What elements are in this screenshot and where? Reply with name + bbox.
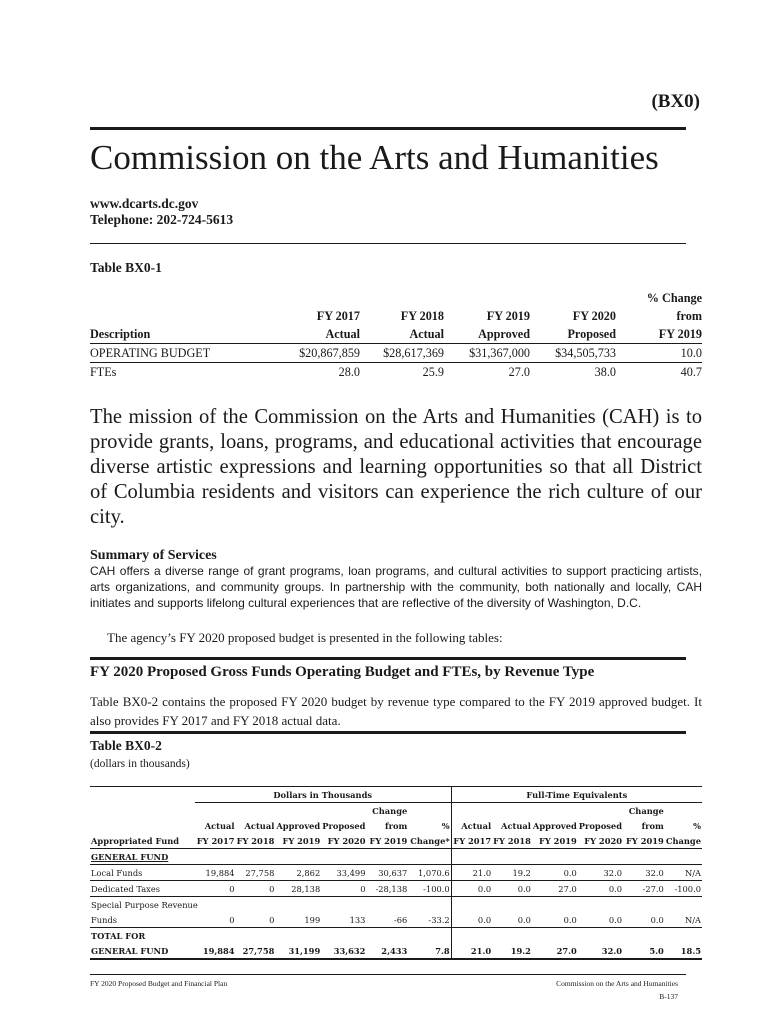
table2-header-row: [90, 803, 702, 819]
contact-block: [90, 196, 233, 228]
table2-row-cell: 27.0: [532, 881, 578, 897]
mission-statement: The mission of the Commission on the Arts and Humanities (CAH) is to provide grants, loans, programs, and educational activities that encourage diverse artistic expressions and learning opportunities so that all District of Columbia residents and visitors can experience the rich culture of our city.: [90, 406, 702, 528]
table2-total-row: [90, 943, 702, 959]
table2-header-row-cell: FY 2020: [584, 835, 623, 846]
table2-row-cell: 19.2: [492, 865, 532, 881]
table2-rule: [90, 731, 686, 734]
table2-header-row-cell: [665, 803, 702, 819]
table1-header-cell: FY 2020: [572, 308, 616, 323]
table2-corner: [90, 787, 195, 803]
table2-header-row-cell: from: [385, 820, 408, 831]
table2-row: [90, 912, 702, 928]
table2-header-row-cell: %: [441, 820, 450, 831]
table1-header-row: [90, 307, 702, 325]
table2-row-cell: -27.0: [623, 881, 665, 897]
total-label: TOTAL FOR: [90, 928, 451, 944]
table2-row-cell: 0.0: [563, 914, 577, 925]
table2-header-row-cell: FY 2019: [369, 835, 408, 846]
table2-header-row-cell: [90, 818, 195, 833]
table2-row-cell: -100.0: [408, 881, 451, 897]
table2-row-cell: 0.0: [451, 912, 492, 928]
table2-total-row-cell: 21.0: [451, 943, 492, 959]
title-rule: [90, 127, 686, 130]
table2-row-cell: -66: [393, 914, 408, 925]
table2-row-cell: 199: [304, 914, 321, 925]
fund-heading-fte: [451, 849, 702, 865]
table2-row-cell: 19,884: [195, 865, 236, 881]
table2-total-row-cell: 18.5: [665, 943, 702, 959]
table2-header-row-cell: [195, 803, 236, 819]
table1-header-cell: FY 2017: [316, 308, 360, 323]
table2-header-row-cell: from: [641, 820, 664, 831]
table1-header-cell: [360, 289, 444, 307]
table2-row-cell: -33.2: [428, 914, 450, 925]
footer-right: Commission on the Arts and Humanities: [556, 979, 678, 988]
table2-header-row-cell: Change: [665, 835, 701, 846]
table2-header-row-cell: Appropriated Fund: [91, 835, 180, 846]
group-fte: Full-Time Equivalents: [451, 787, 702, 803]
table1-label: Table BX0-1: [90, 260, 162, 275]
table1-header-cell: [90, 307, 266, 325]
table2-header-row-cell: FY 2018: [236, 835, 275, 846]
table1-header-cell: FY 2018: [400, 308, 444, 323]
table2-header-row-cell: Change: [372, 805, 408, 816]
table2-header-row-cell: [236, 803, 276, 819]
section2-heading: FY 2020 Proposed Gross Funds Operating Budget and FTEs, by Revenue Type: [90, 664, 595, 680]
table2-header-row-cell: Proposed: [322, 820, 366, 831]
website-link[interactable]: www.dcarts.dc.gov: [90, 196, 199, 211]
page-title: Commission on the Arts and Humanities: [90, 138, 659, 177]
table1-header-cell: Approved: [478, 326, 530, 341]
table2-header-row-cell: [532, 803, 578, 819]
table1-row: [90, 363, 702, 382]
table2-row-cell: 0.0: [532, 865, 578, 881]
table2-header-row-cell: Change: [628, 805, 664, 816]
table2-total-row-cell: 5.0: [623, 943, 665, 959]
table2-row-cell: 33,499: [321, 865, 366, 881]
table1-header-row: [90, 325, 702, 344]
table2-row-cell: -100.0: [665, 881, 702, 897]
table2-total-row-cell: 27.0: [532, 943, 578, 959]
table2-row-cell: 32.0: [578, 865, 623, 881]
table2-header-row-cell: Actual: [451, 818, 492, 833]
table2-row-cell: 0.0: [650, 914, 664, 925]
table2-total-row-cell: 31,199: [275, 943, 321, 959]
table1-row: [90, 344, 702, 363]
contact-rule: [90, 243, 686, 244]
table2-row: [90, 881, 702, 897]
table1-header-cell: Actual: [409, 326, 444, 341]
table2-header-row: [90, 818, 702, 833]
table1-cell: 27.0: [444, 363, 530, 382]
table2-row-cell: N/A: [684, 914, 701, 925]
section2-intro: Table BX0-2 contains the proposed FY 2020 budget by revenue type compared to the FY 2019 approved budget. It also provides FY 2017 and FY 2018 actual data.: [90, 694, 702, 728]
table2-header-row-cell: FY 2019: [538, 835, 577, 846]
table2-row-cell: 2,862: [275, 865, 321, 881]
table1-header-cell: [90, 289, 266, 307]
table2-sublabel: (dollars in thousands): [90, 758, 190, 770]
table1-header-cell: Description: [90, 326, 151, 341]
table1-header-cell: [444, 289, 530, 307]
fund-heading-row: [90, 849, 702, 865]
spr-label-row: [90, 897, 702, 913]
table2-header-row-cell: FY 2019: [626, 835, 664, 846]
table1: [90, 289, 702, 381]
table2-row-cell: 0.0: [492, 881, 532, 897]
table1-header-cell: [530, 289, 616, 307]
table2-row-cell: 0.0: [517, 914, 531, 925]
table2-row-cell: 30,637: [366, 865, 408, 881]
spr-label: Special Purpose Revenue: [90, 897, 451, 913]
footer-left: FY 2020 Proposed Budget and Financial Plan: [90, 979, 228, 988]
summary-heading: Summary of Services: [90, 548, 217, 563]
table2-label: Table BX0-2: [90, 738, 162, 753]
table2: [90, 786, 702, 960]
table2-total-row-cell: 27,758: [236, 943, 276, 959]
table2-header-row-cell: Proposed: [578, 820, 623, 831]
table2-row: [90, 865, 702, 881]
table1-cell: 28.0: [266, 363, 360, 382]
table2-row-cell: 32.0: [623, 865, 665, 881]
total-label-row: [90, 928, 702, 944]
table2-total-row-cell: 19,884: [195, 943, 236, 959]
table2-header-row-cell: FY 2020: [327, 835, 366, 846]
table2-row-cell: 0: [269, 914, 275, 925]
table2-row-cell: Dedicated Taxes: [90, 881, 195, 897]
table2-row-cell: Funds: [91, 914, 118, 925]
table2-header-row: [90, 833, 702, 849]
table2-total-row-cell: GENERAL FUND: [90, 943, 195, 959]
table2-row-cell: 1,070.6: [408, 865, 451, 881]
spr-label-fte: [451, 897, 702, 913]
table2-header-row-cell: [578, 803, 623, 819]
table2-header-row-cell: [492, 803, 532, 819]
table2-row-cell: 27,758: [236, 865, 276, 881]
table2-total-row-cell: 32.0: [578, 943, 623, 959]
table1-header-cell: Proposed: [567, 326, 616, 341]
table2-header-row-cell: Approved: [532, 820, 577, 831]
table2-header-row-cell: [408, 803, 451, 819]
table1-cell: $20,867,859: [266, 344, 360, 363]
table1-cell: 25.9: [360, 363, 444, 382]
table2-header-row-cell: [321, 803, 366, 819]
table1-cell: FTEs: [90, 363, 266, 382]
table1-header-row: [90, 289, 702, 307]
table1-cell: $28,617,369: [360, 344, 444, 363]
table2-row-cell: 21.0: [451, 865, 492, 881]
table2-row-cell: 0.0: [451, 881, 492, 897]
fund-heading: GENERAL FUND: [90, 849, 451, 865]
table1-cell: 10.0: [616, 344, 702, 363]
table1-cell: $34,505,733: [530, 344, 616, 363]
telephone: Telephone: 202-724-5613: [90, 212, 234, 227]
table2-header-row-cell: Actual: [501, 820, 531, 831]
table2-row-cell: 0: [236, 881, 276, 897]
table1-cell: 38.0: [530, 363, 616, 382]
table1-header-cell: % Change: [646, 290, 702, 305]
group-dollars: Dollars in Thousands: [195, 787, 452, 803]
table1-header-cell: from: [676, 308, 702, 323]
table1-header-cell: Actual: [325, 326, 360, 341]
table2-row-cell: 0: [229, 914, 235, 925]
table1-header-cell: FY 2019: [658, 326, 702, 341]
table2-total-row-cell: 33,632: [321, 943, 366, 959]
footer-rule: [90, 974, 686, 975]
table2-row-cell: 133: [349, 914, 366, 925]
table2-header-row-cell: Change*: [410, 835, 450, 846]
table2-total-row-cell: 2,433: [366, 943, 408, 959]
table2-row-cell: N/A: [665, 865, 702, 881]
table2-header-row-cell: FY 2018: [493, 835, 531, 846]
table1-header-cell: FY 2019: [486, 308, 530, 323]
table1-cell: 40.7: [616, 363, 702, 382]
table2-row-cell: 0: [195, 881, 236, 897]
table2-row-cell: -28,138: [366, 881, 408, 897]
table2-header-row-cell: [451, 803, 492, 819]
table1-cell: $31,367,000: [444, 344, 530, 363]
table2-row-cell: Local Funds: [90, 865, 195, 881]
table2-header-row-cell: Actual: [244, 820, 275, 831]
page-number: B-137: [659, 992, 678, 1001]
table2-header-row-cell: FY 2017: [451, 833, 492, 849]
table2-row-cell: 28,138: [275, 881, 321, 897]
table1-cell: OPERATING BUDGET: [90, 344, 266, 363]
table2-header-row-cell: FY 2019: [282, 835, 321, 846]
table2-header-row-cell: FY 2017: [196, 835, 235, 846]
table2-header-row-cell: Approved: [276, 820, 321, 831]
section2-rule: [90, 657, 686, 660]
agency-code: (BX0): [651, 91, 700, 112]
table1-header-cell: [266, 289, 360, 307]
table2-row-cell: 0.0: [578, 881, 623, 897]
table2-header-row-cell: %: [693, 820, 701, 831]
table2-total-row-cell: 7.8: [408, 943, 451, 959]
table2-total-row-cell: 19.2: [492, 943, 532, 959]
table2-header-row-cell: [275, 803, 321, 819]
total-label-fte: [451, 928, 702, 944]
summary-body: CAH offers a diverse range of grant programs, loan programs, and cultural activities to support practicing artists, arts organizations, and community groups. In partnership with the community, both nationally and locally, CAH initiates and supports lifelong cultural experiences that are reflective of the diversity of Washington, D.C.: [90, 564, 702, 610]
table2-header-row-cell: Actual: [204, 820, 235, 831]
table2-row-cell: 0: [321, 881, 366, 897]
presentation-note: The agency’s FY 2020 proposed budget is presented in the following tables:: [107, 630, 503, 645]
table2-header-row-cell: [90, 803, 195, 819]
table2-row-cell: 0.0: [608, 914, 623, 925]
